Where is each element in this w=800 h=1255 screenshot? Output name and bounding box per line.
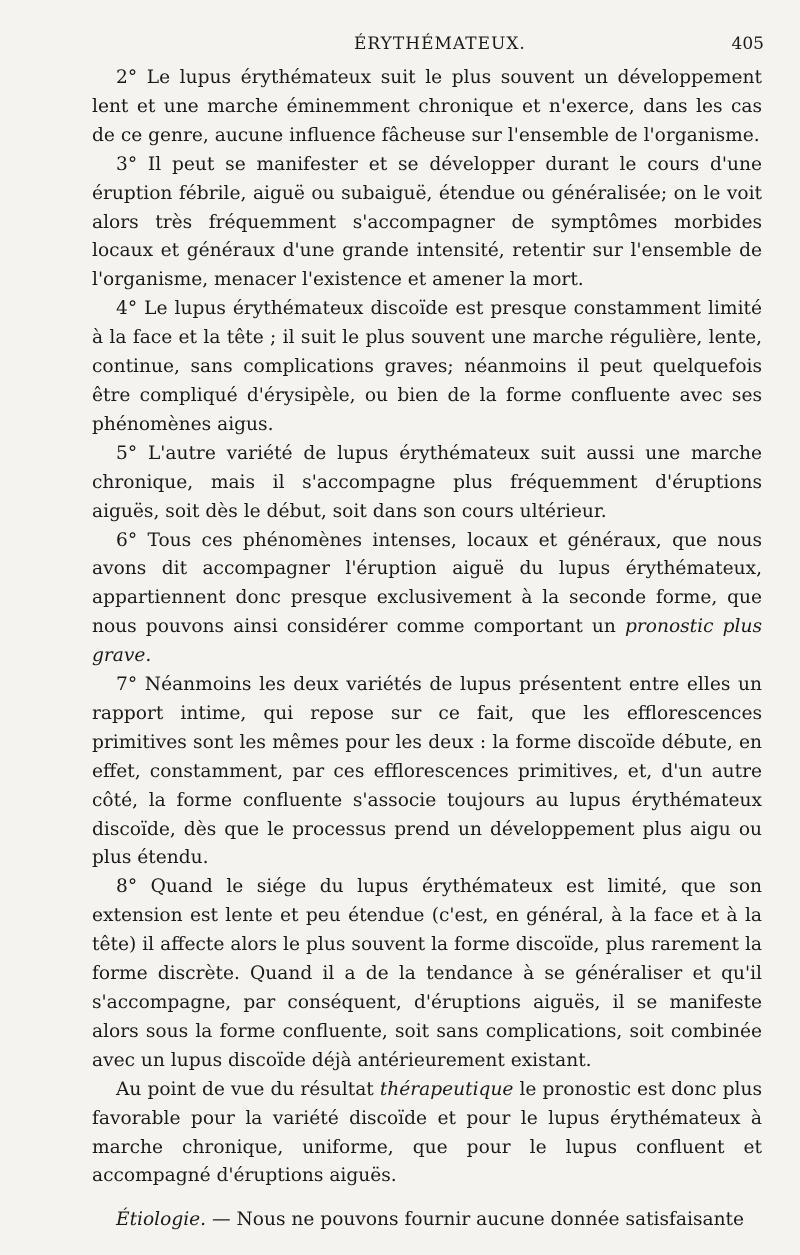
paragraph-3 [92, 151, 762, 296]
paragraph-7 [92, 671, 762, 873]
emphasis-text: pronostic plus grave. [92, 616, 762, 667]
paragraph-text: — Nous ne pouvons fournir aucune donnée satisfaisante [206, 1209, 745, 1231]
running-title: ÉRYTHÉMATEUX. [354, 34, 526, 54]
paragraph-text: 6° Tous ces phénomènes intenses, locaux et généraux, que nous avons dit accompagner l'éruption aiguë du lupus érythémateux, appartiennent donc presque exclusivement à la seconde forme, que nous pouvons ainsi considérer comme comportant un [92, 529, 762, 638]
paragraph-5 [92, 440, 762, 527]
paragraph-4 [92, 295, 762, 440]
paragraph-text: 2° Le lupus érythémateux suit le plus souvent un développement lent et une marche éminemment chronique et n'exerce, dans les cas de ce genre, aucune influence fâcheuse sur l'ensemble de l'organisme. [92, 67, 762, 146]
page-header [92, 30, 764, 64]
paragraph-8 [92, 873, 762, 1075]
page-number: 405 [731, 34, 764, 54]
paragraph-text: 7° Néanmoins les deux variétés de lupus présentent entre elles un rapport intime, qui repose sur ce fait, que les efflorescences primitives sont les mêmes pour les deux : la forme discoïde débute, en effet, constamment, par ces efflorescences primitives, et, d'un autre côté, la forme confluente s'associe toujours au lupus érythémateux discoïde, dès que le processus prend un développement plus aigu ou plus étendu. [92, 674, 762, 869]
paragraph-text: 8° Quand le siége du lupus érythémateux est limité, que son extension est lente et peu étendue (c'est, en général, à la face et à la tête) il affecte alors le plus souvent la forme discoïde, plus rarement la forme discrète. Quand il a de la tendance à se généraliser et qu'il s'accompagne, par conséquent, d'éruptions aiguës, il se manifeste alors sous la forme confluente, soit sans complications, soit combinée avec un lupus discoïde déjà antérieurement existant. [92, 876, 762, 1071]
paragraph-text: 3° Il peut se manifester et se développer durant le cours d'une éruption fébrile, aiguë ou subaiguë, étendue ou généralisée; on le voit alors très fréquemment s'accompagner de symptômes morbides locaux et généraux d'une grande intensité, retentir sur l'ensemble de l'organisme, menacer l'existence et amener la mort. [92, 153, 762, 291]
paragraph-prognosis [92, 1076, 762, 1192]
paragraph-text: 4° Le lupus érythémateux discoïde est presque constamment limité à la face et la tête ; il suit le plus souvent une marche régulière, lente, continue, sans complications graves; néanmoins il peut quelquefois être compliqué d'érysipèle, ou bien de la forme confluente avec ses phénomènes aigus. [92, 298, 762, 435]
paragraph-text: le pronostic est donc plus favorable pour la variété discoïde et pour le lupus érythémateux à marche chronique, uniforme, que pour le lupus confluent et accompagné d'éruptions aiguës. [92, 1078, 762, 1187]
paragraph-2 [92, 64, 762, 151]
paragraph-6 [92, 527, 762, 672]
emphasis-text: thérapeutique [379, 1078, 514, 1100]
paragraph-text: Au point de vue du résultat [116, 1078, 380, 1100]
paragraph-etiology [92, 1206, 762, 1235]
paragraph-text: 5° L'autre variété de lupus érythémateux suit aussi une marche chronique, mais il s'accompagne plus fréquemment d'éruptions aiguës, soit dès le début, soit dans son cours ultérieur. [92, 442, 762, 522]
body-text [92, 64, 762, 1235]
section-heading-etiology: Étiologie. [116, 1209, 207, 1231]
